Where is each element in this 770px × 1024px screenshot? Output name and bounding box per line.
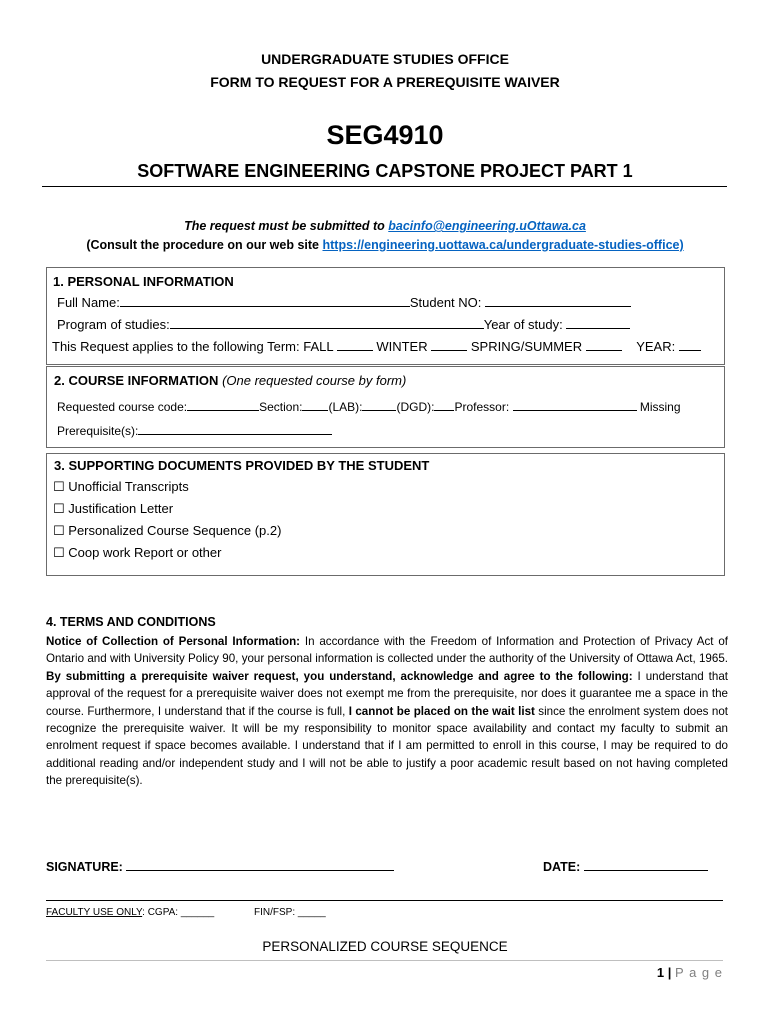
signature-row (46, 858, 394, 874)
year-label: YEAR: (636, 339, 676, 354)
faculty-divider (46, 900, 723, 901)
professor-label: Professor: (454, 400, 510, 414)
fin-fsp-field: FIN/FSP: _____ (254, 907, 326, 918)
course-name: SOFTWARE ENGINEERING CAPSTONE PROJECT PART 1 (137, 161, 633, 181)
full-name-label: Full Name: (57, 295, 120, 310)
personal-info-box (46, 267, 725, 365)
requested-code-field[interactable] (187, 398, 259, 411)
supporting-docs-box (46, 453, 725, 576)
year-of-study-field[interactable] (566, 316, 630, 329)
section2-title: 2. COURSE INFORMATION (54, 373, 219, 388)
section-label: Section: (259, 400, 303, 414)
checkbox-icon[interactable]: ☐ (53, 479, 65, 494)
prerequisites-field[interactable] (138, 422, 332, 435)
requested-code-label: Requested course code: (57, 400, 188, 414)
doc-item-label: Personalized Course Sequence (p.2) (68, 523, 282, 538)
program-row (57, 316, 630, 332)
page-separator: | (664, 965, 676, 980)
prereq-row (57, 422, 332, 438)
page-word: P a g e (675, 965, 723, 980)
doc-item-coop[interactable] (53, 545, 221, 561)
doc-item-label: Coop work Report or other (68, 545, 222, 560)
terms-paragraph (46, 633, 728, 790)
spring-summer-field[interactable] (586, 338, 622, 351)
website-link[interactable]: https://engineering.uottawa.ca/undergraduate-studies-office) (322, 238, 684, 252)
doc-item-sequence[interactable] (53, 523, 281, 539)
student-no-label: Student NO: (409, 295, 482, 310)
faculty-use-label: FACULTY USE ONLY (46, 907, 143, 918)
page-number: 1 (656, 965, 665, 980)
section2-subtitle: (One requested course by form) (222, 373, 407, 388)
program-label: Program of studies: (57, 317, 170, 332)
section2-header (54, 373, 406, 388)
year-field[interactable] (679, 338, 701, 351)
submit-prefix: The request must be submitted to (184, 219, 389, 233)
winter-field[interactable] (431, 338, 467, 351)
full-name-field[interactable] (120, 294, 410, 307)
terms-text-1: In accordance with the Freedom of Information and Protection of Privacy Act of Ontario and with University Policy 90, your personal information is collected under the authority of the University of Ottawa Act, 1965. (46, 635, 729, 666)
professor-field[interactable] (513, 398, 637, 411)
section3-title: 3. SUPPORTING DOCUMENTS PROVIDED BY THE STUDENT (54, 458, 430, 473)
course-info-box (46, 366, 725, 448)
terms-text-2: I understand that approval of the request for a prerequisite waiver does not exempt me from the prerequisite, nor does it guarantee me a space in the course. Furthermore, I understand that if the course is full, (46, 669, 728, 718)
doc-item-transcripts[interactable] (53, 479, 189, 495)
date-field[interactable] (584, 858, 708, 871)
consult-prefix: (Consult the procedure on our web site (86, 238, 323, 252)
email-link[interactable]: bacinfo@engineering.uOttawa.ca (388, 219, 586, 233)
prerequisites-label: Prerequisite(s): (57, 424, 139, 438)
term-label: This Request applies to the following Term: FALL (52, 339, 334, 354)
name-row (57, 294, 631, 310)
program-field[interactable] (170, 316, 484, 329)
cgpa-field: : CGPA: ______ (142, 907, 215, 918)
student-no-field[interactable] (485, 294, 631, 307)
signature-field[interactable] (126, 858, 394, 871)
lab-field[interactable] (362, 398, 396, 411)
section-field[interactable] (302, 398, 328, 411)
winter-label: WINTER (376, 339, 428, 354)
term-row (52, 338, 701, 354)
section4-title: 4. TERMS AND CONDITIONS (46, 615, 216, 629)
page-footer (620, 965, 723, 980)
office-title: UNDERGRADUATE STUDIES OFFICE (261, 51, 509, 67)
wait-list-text: I cannot be placed on the wait list (348, 704, 535, 718)
faculty-use-row (46, 907, 214, 918)
form-title: FORM TO REQUEST FOR A PREREQUISITE WAIVER (210, 74, 560, 90)
checkbox-icon[interactable]: ☐ (53, 545, 65, 560)
course-code: SEG4910 (326, 120, 444, 150)
year-of-study-label: Year of study: (483, 317, 563, 332)
header-divider (42, 186, 727, 187)
checkbox-icon[interactable]: ☐ (53, 523, 65, 538)
notice-label: Notice of Collection of Personal Information: (46, 635, 301, 648)
checkbox-icon[interactable]: ☐ (53, 501, 65, 516)
terms-text-3: since the enrolment system does not recognize the prerequisite waiver. It will be my responsibility to monitor space availability and contact my faculty to submit an enrolment request if space becomes available. I understand that if I am permitted to enroll in this course, I may be required to do additional reading and/or independent study and I will not be able to justify a poor academic result based on not having completed the prerequisite(s). (46, 704, 728, 788)
missing-label: Missing (639, 400, 681, 414)
consult-line (0, 238, 770, 252)
lab-label: (LAB): (328, 400, 363, 414)
date-label: DATE: (543, 860, 581, 874)
section1-title: 1. PERSONAL INFORMATION (53, 274, 234, 289)
doc-item-label: Justification Letter (68, 501, 174, 516)
agree-text: By submitting a prerequisite waiver request, you understand, acknowledge and agree to the following: (46, 669, 633, 683)
dgd-label: (DGD): (396, 400, 435, 414)
signature-label: SIGNATURE: (46, 860, 123, 874)
doc-item-label: Unofficial Transcripts (68, 479, 189, 494)
fall-field[interactable] (337, 338, 373, 351)
next-section-heading: PERSONALIZED COURSE SEQUENCE (262, 939, 508, 954)
course-row (57, 398, 681, 414)
dgd-field[interactable] (434, 398, 454, 411)
submit-line (0, 219, 770, 233)
spring-summer-label: SPRING/SUMMER (470, 339, 583, 354)
doc-item-justification[interactable] (53, 501, 173, 517)
footer-divider (46, 960, 723, 961)
date-row (543, 858, 708, 874)
